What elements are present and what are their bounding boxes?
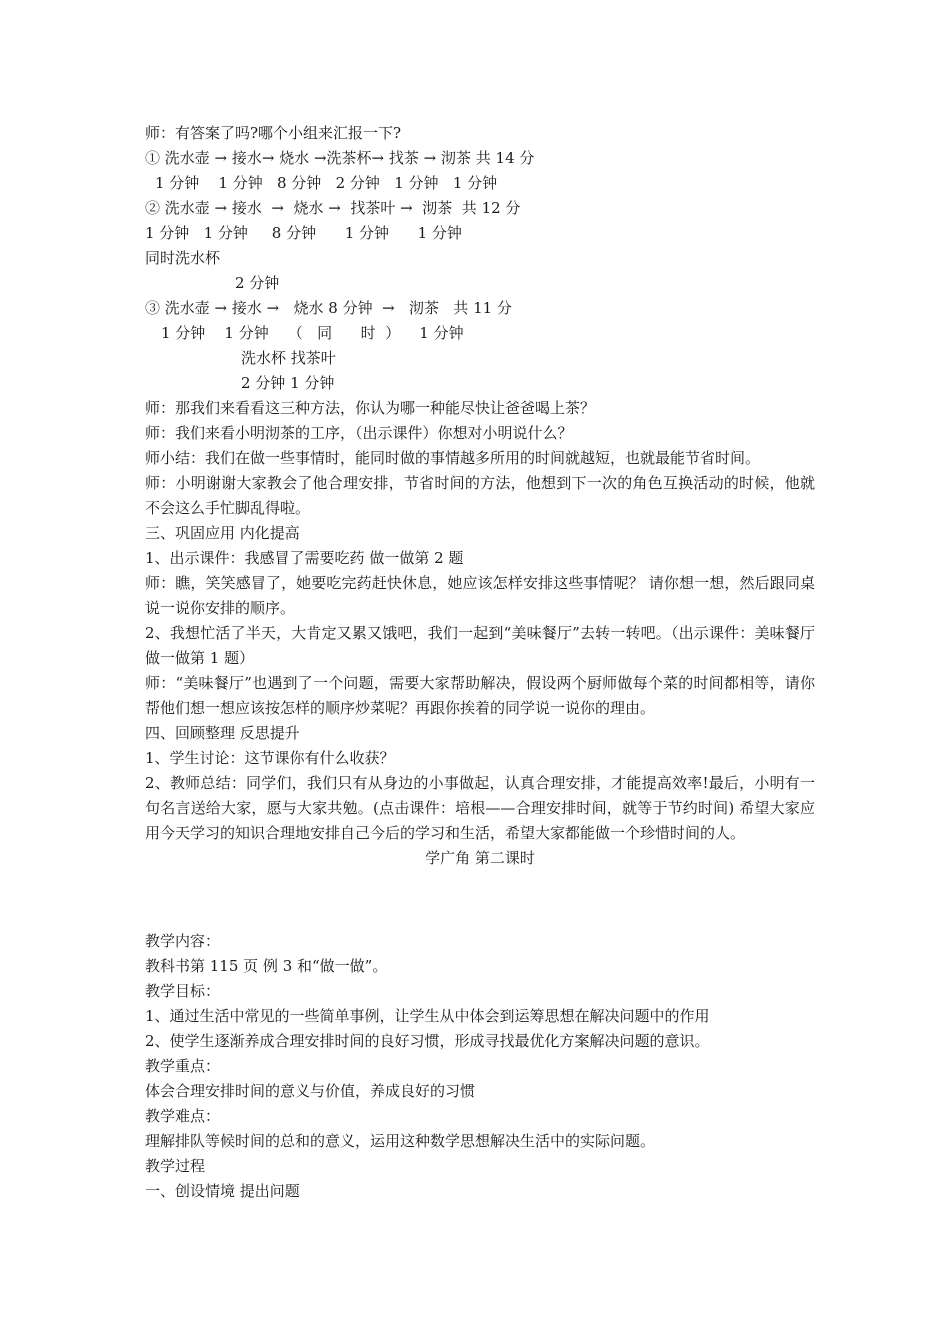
- paragraph: 师：小明谢谢大家教会了他合理安排，节省时间的方法，他想到下一次的角色互换活动的时候，他就不会这么手忙脚乱得啦。: [145, 474, 815, 517]
- text-line: ③ 洗水壶 → 接水 → 烧水 8 分钟 → 沏茶 共 11 分: [145, 299, 512, 317]
- text-line: 教学过程: [145, 1157, 206, 1175]
- text-line: ① 洗水壶 → 接水→ 烧水 →洗茶杯→ 找茶 → 沏茶 共 14 分: [145, 149, 535, 167]
- section-title: 学广角 第二课时: [425, 849, 535, 867]
- text-line: ② 洗水壶 → 接水 → 烧水 → 找茶叶 → 沏茶 共 12 分: [145, 199, 521, 217]
- text-line: 教学目标：: [145, 982, 221, 1000]
- paragraph: 师：“美味餐厅”也遇到了一个问题，需要大家帮助解决，假设两个厨师做每个菜的时间都相等，请你帮他们想一想应该按怎样的顺序炒菜呢？再跟你挨着的同学说一说你的理由。: [145, 674, 815, 717]
- section-heading: 四、回顾整理 反思提升: [145, 724, 300, 742]
- spacer: [145, 871, 815, 929]
- text-line: 教学内容：: [145, 932, 221, 950]
- text-line: 2 分钟: [235, 274, 280, 292]
- document-page: [145, 121, 815, 1204]
- paragraph: 1、学生讨论：这节课你有什么收获？: [145, 749, 395, 767]
- paragraph: 2、教师总结：同学们，我们只有从身边的小事做起，认真合理安排，才能提高效率!最后，小明有一句名言送给大家，愿与大家共勉。(点击课件：培根——合理安排时间，就等于节约时间) 希望大家应用今天学习的知识合理地安排自己今后的学习和生活，希望大家都能做一个珍惜时间的人。: [145, 774, 815, 842]
- paragraph: 师：我们来看小明沏茶的工序，（出示课件）你想对小明说什么？: [145, 424, 573, 442]
- text-line: 一、创设情境 提出问题: [145, 1182, 300, 1200]
- text-line: 师：有答案了吗?哪个小组来汇报一下?: [145, 124, 402, 142]
- text-line: 理解排队等候时间的总和的意义，运用这种数学思想解决生活中的实际问题。: [145, 1132, 656, 1150]
- text-line: 教学难点：: [145, 1107, 221, 1125]
- text-line: 体会合理安排时间的意义与价值，养成良好的习惯: [145, 1082, 476, 1100]
- text-line: 2、使学生逐渐养成合理安排时间的良好习惯，形成寻找最优化方案解决问题的意识。: [145, 1032, 710, 1050]
- text-line: 同时洗水杯: [145, 249, 221, 267]
- text-line: 1、通过生活中常见的一些简单事例，让学生从中体会到运筹思想在解决问题中的作用: [145, 1007, 710, 1025]
- text-line: 教学重点：: [145, 1057, 221, 1075]
- text-line: 1 分钟 1 分钟 8 分钟 1 分钟 1 分钟: [145, 224, 462, 242]
- text-line: 1 分钟 1 分钟 （ 同 时 ） 1 分钟: [161, 324, 464, 342]
- text-line: 2 分钟 1 分钟: [241, 374, 335, 392]
- paragraph: 师小结：我们在做一些事情时，能同时做的事情越多所用的时间就越短，也就最能节省时间。: [145, 449, 761, 467]
- paragraph: 1、出示课件：我感冒了需要吃药 做一做第 2 题: [145, 549, 464, 567]
- text-line: 洗水杯 找茶叶: [241, 349, 336, 367]
- text-line: 教科书第 115 页 例 3 和“做一做”。: [145, 957, 388, 975]
- section-heading: 三、巩固应用 内化提高: [145, 524, 300, 542]
- paragraph: 2、我想忙活了半天，大肯定又累又饿吧，我们一起到“美味餐厅”去转一转吧。（出示课件：美味餐厅 做一做第 1 题）: [145, 624, 815, 667]
- text-line: 1 分钟 1 分钟 8 分钟 2 分钟 1 分钟 1 分钟: [155, 174, 498, 192]
- paragraph: 师：那我们来看看这三种方法，你认为哪一种能尽快让爸爸喝上茶？: [145, 399, 596, 417]
- paragraph: 师：瞧，笑笑感冒了，她要吃完药赶快休息，她应该怎样安排这些事情呢？ 请你想一想，然后跟同桌说一说你安排的顺序。: [145, 574, 815, 617]
